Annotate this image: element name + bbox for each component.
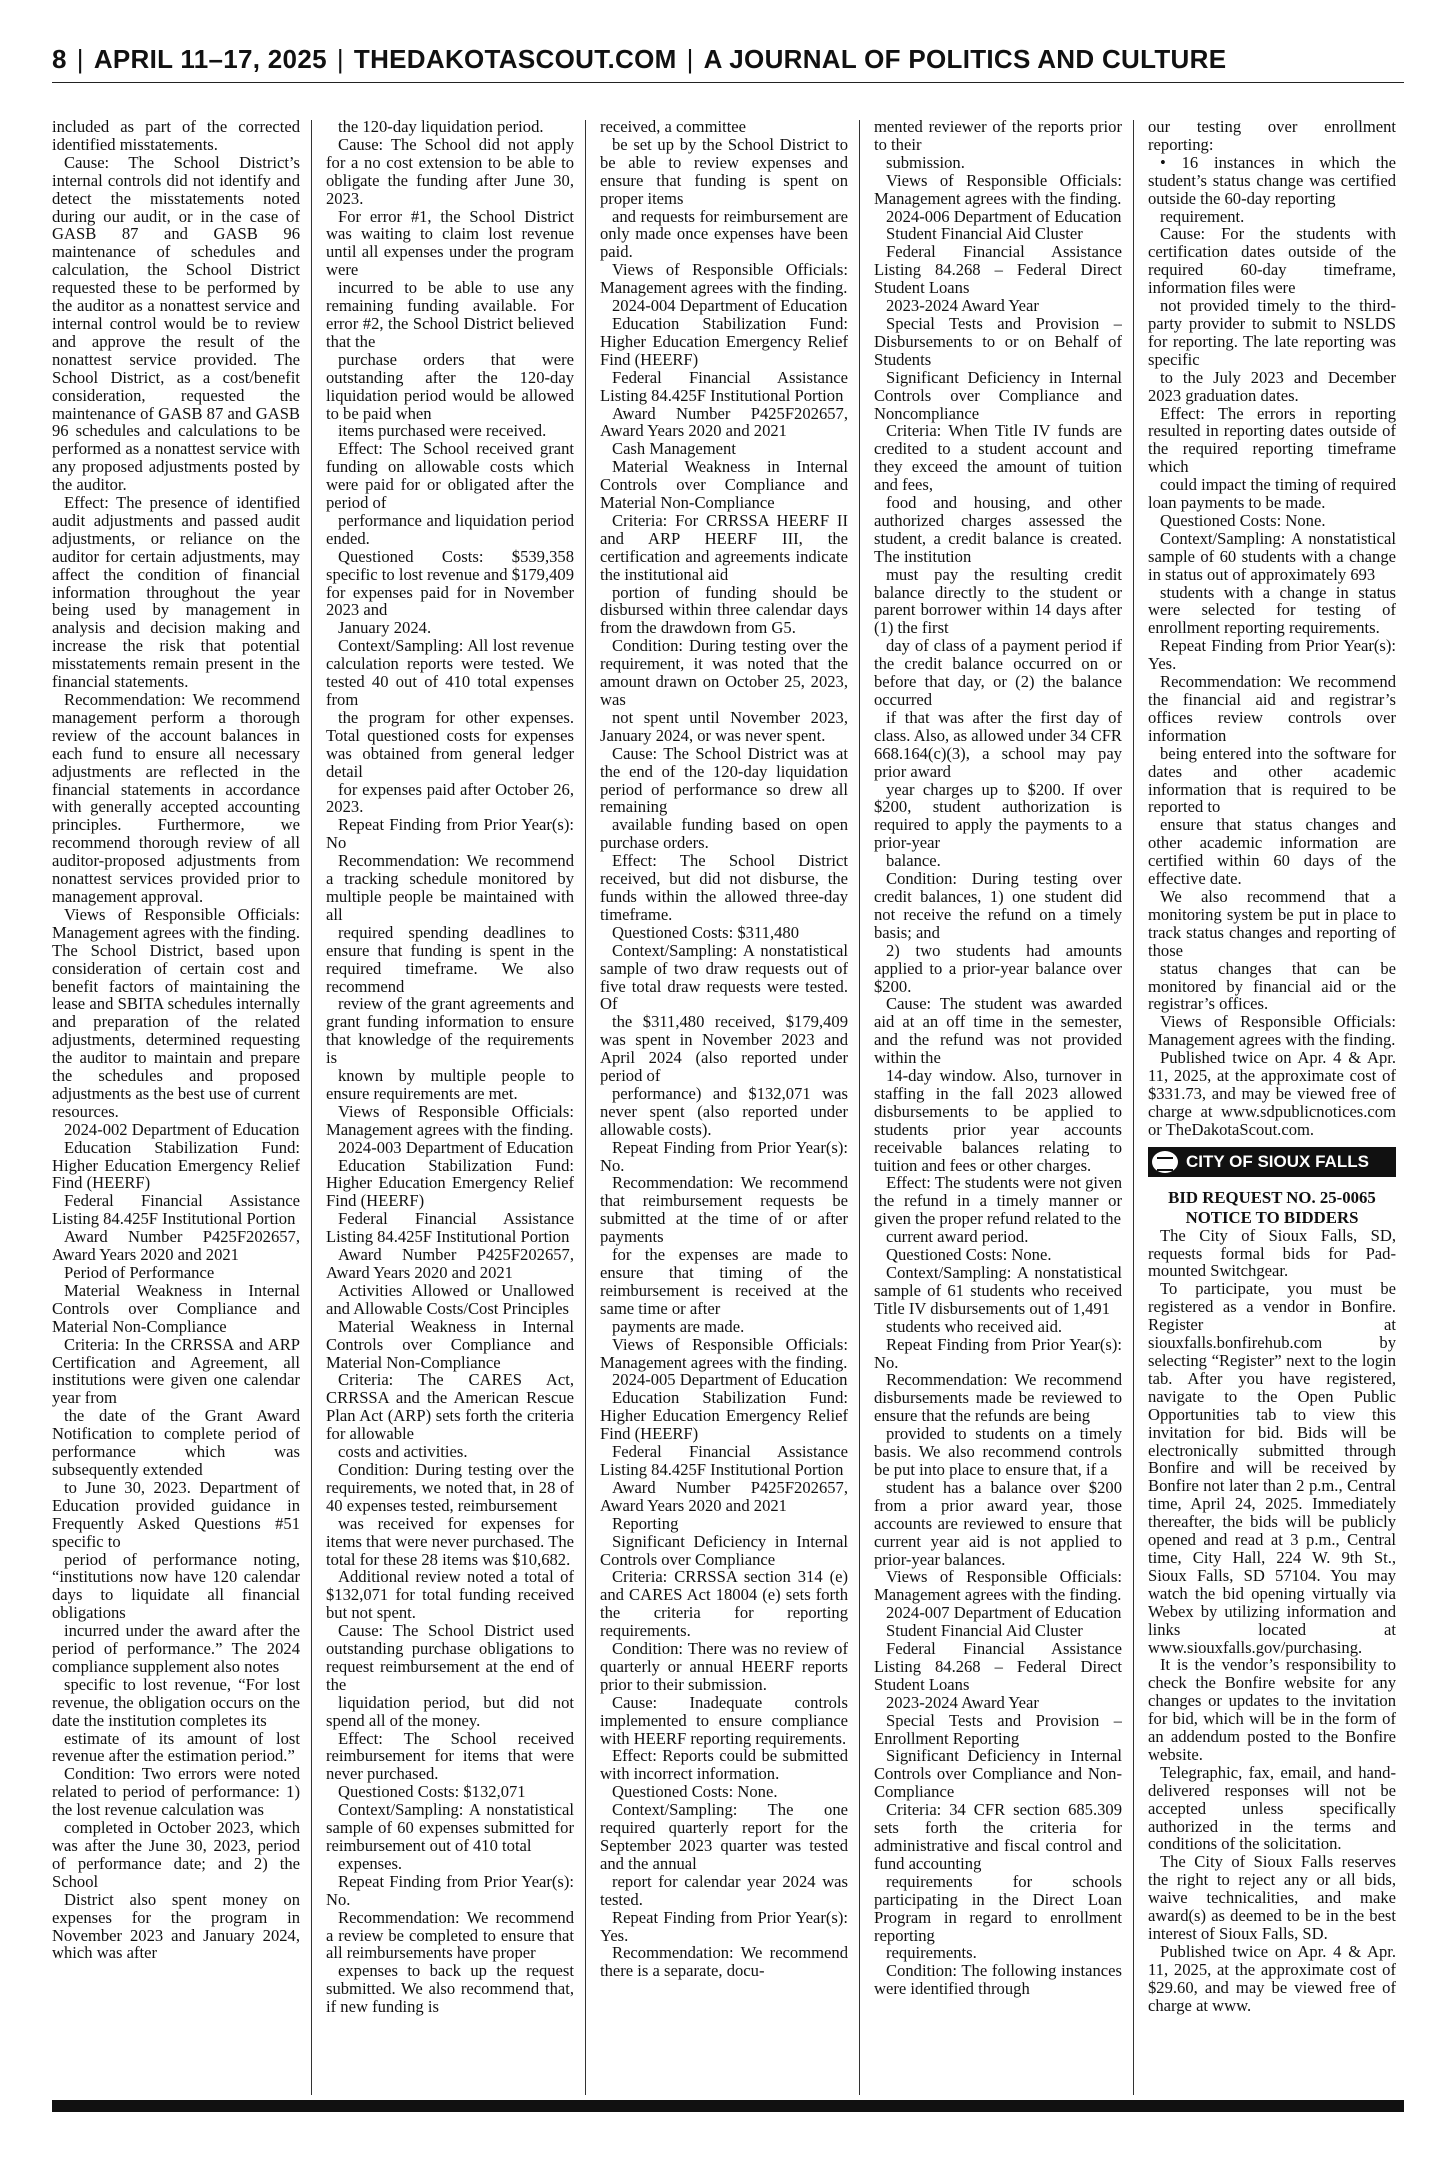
article-paragraph: Significant Deficiency in Internal Controls over Compliance and Noncompliance [874, 367, 1122, 423]
article-paragraph: 2024-003 Department of Education [338, 1137, 574, 1157]
article-paragraph: student has a balance over $200 from a prior award year, those accounts are reviewed to ensure that current year aid is not applied to prior-year balances. [874, 1477, 1122, 1569]
article-paragraph: Views of Responsible Officials: Management agrees with the finding. [874, 170, 1122, 208]
article-paragraph: period of performance noting, “institutions now have 120 calendar days to liquidate all financial obligations [52, 1549, 300, 1623]
city-section-banner [1148, 1147, 1396, 1177]
bid-notice-body [1148, 1227, 1396, 2015]
text-column-5 [1148, 118, 1396, 2096]
article-paragraph: Federal Financial Assistance Listing 84.268 – Federal Direct Student Loans [874, 1639, 1122, 1694]
article-paragraph: required spending deadlines to ensure that funding is spent in the required timeframe. We also recommend [326, 922, 574, 996]
article-paragraph: included as part of the corrected identified misstatements. [52, 118, 300, 154]
article-paragraph: Effect: The errors in reporting resulted in reporting dates outside of the required reporting timeframe which [1148, 403, 1396, 477]
article-paragraph: Effect: The School received reimbursement for items that were never purchased. [326, 1728, 574, 1784]
text-column-1 [52, 118, 300, 2096]
article-paragraph: incurred under the award after the period of performance.” The 2024 compliance supplement also notes [52, 1621, 300, 1676]
article-paragraph: Questioned Costs: None. [1160, 510, 1326, 530]
article-paragraph: ensure that status changes and other academic information are certified within 60 days of the effective date. [1148, 815, 1396, 889]
article-paragraph: incurred to be able to use any remaining funding available. For error #2, the School District believed that the [326, 278, 574, 351]
article-paragraph: Cash Management [612, 439, 736, 459]
article-paragraph: Criteria: 34 CFR section 685.309 sets forth the criteria for administrative and fiscal control and fund accounting [874, 1800, 1122, 1873]
article-paragraph: Context/Sampling: The one required quarterly report for the September 2023 quarter was tested and the annual [600, 1800, 848, 1873]
article-paragraph: mented reviewer of the reports prior to their [874, 118, 1122, 154]
article-paragraph: Recommendation: We recommend that reimbursement requests be submitted at the time of or after payments [600, 1173, 848, 1247]
article-paragraph: 2024-006 Department of Education [886, 206, 1122, 226]
article-paragraph: Questioned Costs: $539,358 specific to lost revenue and $179,409 for expenses paid for in November 2023 and [326, 546, 574, 620]
article-paragraph: our testing over enrollment reporting: [1148, 118, 1396, 154]
article-paragraph: the date of the Grant Award Notification to complete period of performance which was subsequently extended [52, 1406, 300, 1479]
article-paragraph: District also spent money on expenses for the program in November 2023 and January 2024, which was after [52, 1889, 300, 1963]
article-paragraph: Education Stabilization Fund: Higher Education Emergency Relief Find (HEERF) [600, 1388, 848, 1444]
article-paragraph: specific to lost revenue, “For lost revenue, the obligation occurs on the date the institution completes its [52, 1674, 300, 1730]
header-separator: | [76, 44, 84, 74]
article-paragraph: available funding based on open purchase orders. [600, 815, 848, 853]
header-rule [52, 82, 1404, 83]
audit-findings-continued [1148, 118, 1396, 1139]
article-paragraph: Views of Responsible Officials: Management agrees with the finding. [874, 1567, 1122, 1605]
site-name: THEDAKOTASCOUT.COM [353, 44, 677, 74]
text-column-4 [874, 118, 1122, 2096]
article-paragraph: current award period. [886, 1227, 1029, 1247]
article-paragraph: report for calendar year 2024 was tested. [600, 1871, 848, 1909]
article-paragraph: Criteria: For CRRSSA HEERF II and ARP HEERF III, the certification and agreements indicate the institutional aid [600, 510, 848, 584]
article-paragraph: Federal Financial Assistance Listing 84.425F Institutional Portion [600, 367, 848, 405]
article-paragraph: Condition: There was no review of quarterly or annual HEERF reports prior to their submission. [600, 1639, 848, 1694]
article-paragraph: payments are made. [612, 1316, 745, 1336]
article-paragraph: to the July 2023 and December 2023 graduation dates. [1148, 367, 1396, 405]
column-divider [585, 120, 586, 2095]
article-paragraph: Effect: The School received grant funding on allowable costs which were paid for or obligated after the period of [326, 439, 574, 513]
article-paragraph: • 16 instances in which the student’s status change was certified outside the 60-day reporting [1148, 152, 1396, 208]
article-paragraph: 2024-004 Department of Education [612, 296, 848, 316]
article-paragraph: Criteria: When Title IV funds are credited to a student account and they exceed the amount of tuition and fees, [874, 421, 1122, 495]
article-paragraph: Activities Allowed or Unallowed and Allowable Costs/Cost Principles [326, 1280, 574, 1318]
article-paragraph: Cause: The student was awarded aid at an off time in the semester, and the refund was not provided within the [874, 994, 1122, 1068]
article-paragraph: Condition: The following instances were identified through [874, 1961, 1122, 1999]
article-paragraph: To participate, you must be registered as a vendor in Bonfire. Register at siouxfalls.bonfirehub.com by selecting “Register” next to the login tab. After you have registered, navigate to the Open Public Opportunities tab to view this invitation for bid. Bids will be electronically submitted through Bonfire and will be received by Bonfire not later than 2 p.m., Central time, April 24, 2025. Immediately thereafter, the bids will be publicly opened and read at 3 p.m., Central time, City Hall, 224 W. 9th St., Sioux Falls, SD 57104. You may watch the bid opening virtually via Webex by utilizing information and links located at www.siouxfalls.gov/purchasing. [1148, 1279, 1396, 1657]
article-paragraph: Special Tests and Provision – Enrollment Reporting [874, 1710, 1122, 1748]
article-paragraph: food and housing, and other authorized charges assessed the student, a credit balance is created. The institution [874, 493, 1122, 566]
article-paragraph: Views of Responsible Officials: Management agrees with the finding. The School District, based upon consideration of certain cost and benefit factors of maintaining the lease and SBITA schedules internally and preparation of the related adjustments, determined requesting the auditor to maintain and prepare the schedules and proposed adjustments as the best use of current resources. [52, 904, 300, 1121]
article-paragraph: be set up by the School District to be able to review expenses and ensure that funding is spent on proper items [600, 134, 848, 208]
article-paragraph: Repeat Finding from Prior Year(s): No. [600, 1137, 848, 1175]
article-paragraph: day of class of a payment period if the credit balance occurred on or before that day, or (2) the balance occurred [874, 636, 1122, 709]
article-paragraph: Award Number P425F202657, Award Years 2020 and 2021 [326, 1245, 574, 1282]
city-section-title: CITY OF SIOUX FALLS [1186, 1151, 1369, 1171]
article-paragraph: performance and liquidation period ended. [326, 510, 574, 548]
article-paragraph: being entered into the software for dates and other academic information that is required to be reported to [1148, 743, 1396, 817]
article-paragraph: Cause: The School District used outstanding purchase obligations to request reimbursement at the end of the [326, 1621, 574, 1694]
article-paragraph: Award Number P425F202657, Award Years 2020 and 2021 [600, 1477, 848, 1515]
article-paragraph: The City of Sioux Falls, SD, requests formal bids for Pad-mounted Switchgear. [1148, 1225, 1396, 1281]
article-paragraph: students who received aid. [886, 1316, 1063, 1336]
article-paragraph: Federal Financial Assistance Listing 84.425F Institutional Portion [326, 1209, 574, 1247]
article-paragraph: Recommendation: We recommend management perform a thorough review of the account balances in each fund to ensure all necessary adjustments are reflected in the financial statements in accordance with generally accepted accounting principles. Furthermore, we recommend thorough review of all auditor-proposed adjustments from nonattest services provided prior to management approval. [52, 690, 300, 906]
page-number: 8 [52, 44, 67, 74]
article-paragraph: Views of Responsible Officials: Management agrees with the finding. [600, 1334, 848, 1372]
article-paragraph: Recommendation: We recommend a review be completed to ensure that all reimbursements have proper [326, 1907, 574, 1963]
article-paragraph: requirements. [886, 1943, 977, 1963]
article-paragraph: balance. [886, 851, 941, 871]
article-paragraph: Significant Deficiency in Internal Controls over Compliance and Non-Compliance [874, 1746, 1122, 1802]
article-paragraph: completed in October 2023, which was after the June 30, 2023, period of performance date; and 2) the School [52, 1818, 300, 1891]
article-paragraph: for expenses paid after October 26, 2023. [326, 779, 574, 817]
article-paragraph: Material Weakness in Internal Controls over Compliance and Material Non-Compliance [600, 457, 848, 513]
page-header [52, 44, 1412, 78]
header-separator: | [686, 44, 694, 74]
article-paragraph: purchase orders that were outstanding after the 120-day liquidation period would be allowed to be paid when [326, 349, 574, 423]
article-paragraph: expenses. [338, 1853, 403, 1873]
article-paragraph: liquidation period, but did not spend all of the money. [326, 1692, 574, 1730]
publication-tagline: A JOURNAL OF POLITICS AND CULTURE [703, 44, 1227, 74]
article-paragraph: Context/Sampling: A nonstatistical sample of 60 expenses submitted for reimbursement out of 410 total [326, 1800, 574, 1855]
article-paragraph: Published twice on Apr. 4 & Apr. 11, 2025, at the approximate cost of $29.60, and may be viewed free of charge at www. [1148, 1941, 1396, 2015]
article-paragraph: portion of funding should be disbursed within three calendar days from the drawdown from G5. [600, 582, 848, 638]
article-paragraph: Views of Responsible Officials: Management agrees with the finding. [600, 260, 848, 298]
article-paragraph: provided to students on a timely basis. We also recommend controls be put into place to ensure that, if a [874, 1424, 1122, 1479]
article-paragraph: 2023-2024 Award Year [886, 1692, 1039, 1712]
article-paragraph: Repeat Finding from Prior Year(s): No [326, 815, 574, 853]
article-paragraph: students with a change in status were selected for testing of enrollment reporting requirements. [1148, 582, 1396, 638]
article-paragraph: 2) two students had amounts applied to a prior-year balance over $200. [874, 940, 1122, 996]
article-paragraph: Condition: During testing over credit balances, 1) one student did not receive the refund on a timely basis; and [874, 869, 1122, 942]
article-paragraph: Cause: The School District was at the end of the 120-day liquidation period of performance so drew all remaining [600, 743, 848, 817]
article-paragraph: Effect: The School District received, but did not disburse, the funds within the allowed three-day timeframe. [600, 851, 848, 924]
article-paragraph: Special Tests and Provision – Disbursements to or on Behalf of Students [874, 313, 1122, 369]
article-paragraph: Criteria: In the CRRSSA and ARP Certification and Agreement, all institutions were given one calendar year from [52, 1334, 300, 1408]
article-paragraph: Reporting [612, 1513, 679, 1533]
article-paragraph: expenses to back up the request submitted. We also recommend that, if new funding is [326, 1961, 574, 2017]
article-paragraph: Student Financial Aid Cluster [886, 1621, 1083, 1641]
article-paragraph: Material Weakness in Internal Controls over Compliance and Material Non-Compliance [52, 1280, 300, 1336]
article-paragraph: Education Stabilization Fund: Higher Education Emergency Relief Find (HEERF) [52, 1137, 300, 1193]
article-paragraph: Criteria: CRRSSA section 314 (e) and CARES Act 18004 (e) sets forth the criteria for reporting requirements. [600, 1567, 848, 1641]
article-paragraph: the $311,480 received, $179,409 was spent in November 2023 and April 2024 (also reported under period of [600, 1012, 848, 1086]
article-paragraph: if that was after the first day of class. Also, as allowed under 34 CFR 668.164(c)(3), a school may pay prior award [874, 707, 1122, 781]
article-paragraph: Questioned Costs: None. [886, 1245, 1052, 1265]
city-seal-icon [1152, 1151, 1178, 1173]
article-paragraph: Federal Financial Assistance Listing 84.268 – Federal Direct Student Loans [874, 242, 1122, 298]
article-paragraph: must pay the resulting credit balance directly to the student or parent borrower within 14 days after (1) the first [874, 564, 1122, 638]
issue-date: APRIL 11–17, 2025 [93, 44, 327, 74]
article-paragraph: Additional review noted a total of $132,071 for total funding received but not spent. [326, 1567, 574, 1623]
article-paragraph: Award Number P425F202657, Award Years 2020 and 2021 [600, 403, 848, 441]
bid-notice-subtitle: NOTICE TO BIDDERS [1185, 1207, 1359, 1227]
article-paragraph: status changes that can be monitored by financial aid or the registrar’s offices. [1148, 958, 1396, 1014]
article-paragraph: Context/Sampling: A nonstatistical sample of 61 students who received Title IV disbursements out of 1,491 [874, 1263, 1122, 1318]
bid-request-number: BID REQUEST NO. 25-0065 [1168, 1187, 1376, 1207]
article-paragraph: Context/Sampling: A nonstatistical sample of 60 students with a change in status out of approximately 693 [1148, 528, 1396, 584]
article-paragraph: not spent until November 2023, January 2024, or was never spent. [600, 707, 848, 745]
footer-rule [52, 2100, 1404, 2112]
article-paragraph: submission. [886, 152, 965, 172]
article-paragraph: Effect: The students were not given the refund in a timely manner or given the proper refund related to the [874, 1173, 1122, 1229]
article-paragraph: known by multiple people to ensure requirements are met. [326, 1066, 574, 1103]
article-paragraph: Material Weakness in Internal Controls over Compliance and Material Non-Compliance [326, 1316, 574, 1372]
article-paragraph: Award Number P425F202657, Award Years 2020 and 2021 [52, 1227, 300, 1265]
article-paragraph: 2024-002 Department of Education [64, 1119, 300, 1139]
article-paragraph: It is the vendor’s responsibility to check the Bonfire website for any changes or updates to the invitation for bid, which will be in the form of an addendum posted to the Bonfire website. [1148, 1655, 1396, 1764]
article-paragraph: items purchased were received. [338, 421, 547, 441]
article-paragraph: Context/Sampling: A nonstatistical sample of two draw requests out of five total draw requests were tested. Of [600, 940, 848, 1014]
article-paragraph: Cause: For the students with certification dates outside of the required 60-day timeframe, information files were [1148, 224, 1396, 298]
article-paragraph: not provided timely to the third-party provider to submit to NSLDS for reporting. The late reporting was specific [1148, 296, 1396, 369]
article-paragraph: Condition: During testing over the requirement, it was noted that the amount drawn on October 25, 2023, was [600, 636, 848, 709]
article-paragraph: Cause: Inadequate controls implemented to ensure compliance with HEERF reporting requirements. [600, 1692, 848, 1748]
article-paragraph: and requests for reimbursement are only made once expenses have been paid. [600, 206, 848, 262]
article-paragraph: Period of Performance [64, 1263, 215, 1282]
article-paragraph: Questioned Costs: $132,071 [338, 1782, 526, 1802]
article-paragraph: Cause: The School District’s internal controls did not identify and detect the misstatements noted during our audit, or in the case of GASB 87 and GASB 96 maintenance of schedules and calculation, the School District requested these to be performed by the auditor as a nonattest service and internal control would be to review and approve the result of the nonattest service provided. The School District, as a cost/benefit consideration, requested the maintenance of GASB 87 and GASB 96 schedules and calculations to be performed as a nonattest service with any proposed adjustments posted by the auditor. [52, 152, 300, 495]
article-paragraph: the 120-day liquidation period. [338, 118, 544, 136]
article-paragraph: Effect: Reports could be submitted with incorrect information. [600, 1746, 848, 1784]
article-paragraph: Effect: The presence of identified audit adjustments and passed audit adjustments, or reliance on the auditor for certain adjustments, may affect the condition of financial information throughout the year being used by management in analysis and decision making and increase the risk that potential misstatements remain present in the financial statements. [52, 493, 300, 692]
article-paragraph: Federal Financial Assistance Listing 84.425F Institutional Portion [600, 1442, 848, 1479]
column-divider [1133, 120, 1134, 2095]
article-paragraph: The City of Sioux Falls reserves the right to reject any or all bids, waive technicalities, and make award(s) as deemed to be in the best interest of Sioux Falls, SD. [1148, 1852, 1396, 1943]
article-paragraph: Repeat Finding from Prior Year(s): Yes. [1148, 636, 1396, 674]
article-paragraph: Condition: Two errors were noted related to period of performance: 1) the lost revenue calculation was [52, 1764, 300, 1820]
article-paragraph: performance) and $132,071 was never spent (also reported under allowable costs). [600, 1083, 848, 1139]
article-paragraph: January 2024. [338, 618, 432, 638]
article-paragraph: year charges up to $200. If over $200, student authorization is required to apply the payments to a prior-year [874, 779, 1122, 853]
column-divider [311, 120, 312, 2095]
article-paragraph: Criteria: The CARES Act, CRRSSA and the American Rescue Plan Act (ARP) sets forth the criteria for allowable [326, 1370, 574, 1444]
article-paragraph: 2024-007 Department of Education [886, 1603, 1122, 1623]
article-paragraph: Repeat Finding from Prior Year(s): Yes. [600, 1907, 848, 1945]
article-paragraph: Cause: The School did not apply for a no cost extension to be able to obligate the funding after June 30, 2023. [326, 134, 574, 208]
article-paragraph: Student Financial Aid Cluster [886, 224, 1083, 244]
article-paragraph: Federal Financial Assistance Listing 84.425F Institutional Portion [52, 1191, 300, 1229]
article-paragraph: 2023-2024 Award Year [886, 296, 1039, 316]
column-divider [859, 120, 860, 2095]
article-paragraph: Education Stabilization Fund: Higher Education Emergency Relief Find (HEERF) [326, 1155, 574, 1211]
article-paragraph: For error #1, the School District was waiting to claim lost revenue until all expenses under the program were [326, 206, 574, 280]
article-paragraph: Views of Responsible Officials: Management agrees with the finding. [1148, 1012, 1396, 1050]
article-paragraph: review of the grant agreements and grant funding information to ensure that knowledge of the requirements is [326, 994, 574, 1068]
article-paragraph: Questioned Costs: $311,480 [612, 922, 799, 942]
article-paragraph: Condition: During testing over the requirements, we noted that, in 28 of 40 expenses tested, reimbursement [326, 1459, 574, 1515]
article-paragraph: the program for other expenses. Total questioned costs for expenses was obtained from general ledger detail [326, 707, 574, 781]
article-paragraph: estimate of its amount of lost revenue after the estimation period.” [52, 1728, 300, 1766]
article-paragraph: Recommendation: We recommend there is a separate, docu- [600, 1943, 848, 1981]
text-column-3 [600, 118, 848, 2096]
article-paragraph: 2024-005 Department of Education [612, 1370, 848, 1390]
article-paragraph: costs and activities. [338, 1442, 468, 1462]
article-paragraph: Repeat Finding from Prior Year(s): No. [874, 1334, 1122, 1372]
article-paragraph: We also recommend that a monitoring system be put in place to track status changes and reporting of those [1148, 886, 1396, 960]
article-paragraph: for the expenses are made to ensure that timing of the reimbursement is received at the same time or after [600, 1245, 848, 1318]
article-paragraph: Recommendation: We recommend the financial aid and registrar’s offices review controls over information [1148, 672, 1396, 745]
header-separator: | [336, 44, 344, 74]
article-paragraph: Education Stabilization Fund: Higher Education Emergency Relief Find (HEERF) [600, 313, 848, 369]
article-paragraph: requirements for schools participating in the Direct Loan Program in regard to enrollment reporting [874, 1871, 1122, 1945]
article-paragraph: was received for expenses for items that were never purchased. The total for these 28 items was $10,682. [326, 1513, 574, 1569]
article-paragraph: Questioned Costs: None. [612, 1782, 778, 1802]
article-paragraph: received, a committee [600, 118, 747, 136]
article-paragraph: Recommendation: We recommend disbursements made be reviewed to ensure that the refunds are being [874, 1370, 1122, 1426]
article-paragraph: Context/Sampling: All lost revenue calculation reports were tested. We tested 40 out of 410 total expenses from [326, 636, 574, 709]
article-paragraph: Recommendation: We recommend a tracking schedule monitored by multiple people be maintained with all [326, 851, 574, 924]
article-paragraph: Published twice on Apr. 4 & Apr. 11, 2025, at the approximate cost of $331.73, and may be viewed free of charge at www.sdpublicnotices.com or TheDakotaScout.com. [1148, 1048, 1396, 1139]
article-paragraph: could impact the timing of required loan payments to be made. [1148, 475, 1396, 513]
article-paragraph: Views of Responsible Officials: Management agrees with the finding. [326, 1101, 574, 1139]
text-column-2 [326, 118, 574, 2096]
article-paragraph: Repeat Finding from Prior Year(s): No. [326, 1871, 574, 1909]
article-paragraph: requirement. [1160, 206, 1245, 226]
article-paragraph: Significant Deficiency in Internal Controls over Compliance [600, 1531, 848, 1569]
article-paragraph: to June 30, 2023. Department of Education provided guidance in Frequently Asked Questions #51 specific to [52, 1477, 300, 1551]
article-paragraph: 14-day window. Also, turnover in staffing in the fall 2023 allowed disbursements to be applied to students prior year accounts receivable balances relating to tuition and fees or other charges. [874, 1066, 1122, 1175]
article-paragraph: Telegraphic, fax, email, and hand-delivered responses will not be accepted unless specifically authorized in the terms and conditions of the solicitation. [1148, 1762, 1396, 1854]
